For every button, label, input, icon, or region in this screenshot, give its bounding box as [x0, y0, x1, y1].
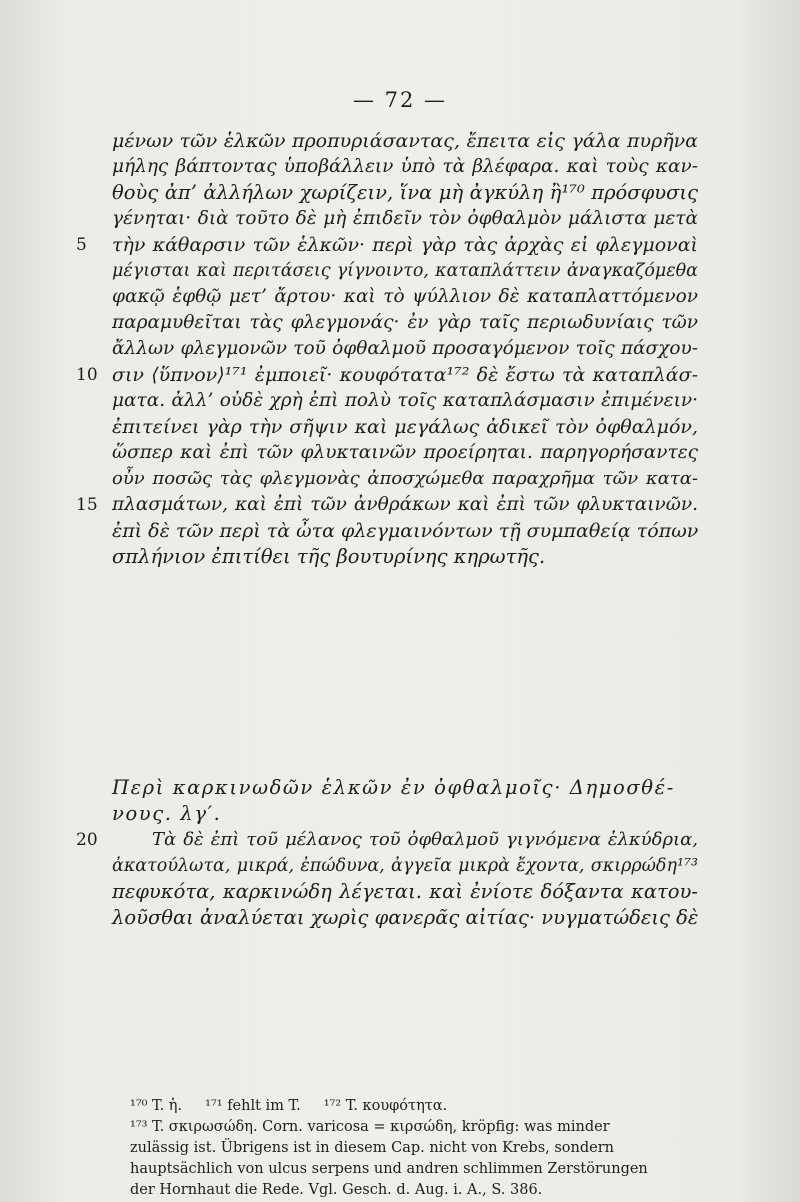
line-text: πλασμάτων, καὶ ἐπὶ τῶν ἀνθράκων καὶ ἐπὶ τῶν φλυκταινῶν. — [112, 494, 698, 515]
text-line — [112, 206, 698, 232]
line-text: θοὺς ἀπ’ ἀλλήλων χωρίζειν, ἵνα μὴ ἀγκύλη ἢ¹⁷⁰ πρόσφυσις — [112, 181, 698, 204]
paragraph-2 — [76, 827, 699, 931]
footnote-line-2: ¹⁷³ T. σκιρωσώδη. Corn. varicosa = κιρσώδη, kröpfig: was minder — [130, 1119, 610, 1135]
line-text: ἄλλων φλεγμονῶν τοῦ ὀφθαλμοῦ προσαγόμενον τοῖς πάσχου- — [112, 338, 698, 359]
text-line — [112, 518, 698, 544]
footnote-line-3: zulässig ist. Übrigens ist in diesem Cap. nicht von Krebs, sondern — [130, 1140, 615, 1156]
line-number: 15 — [76, 495, 98, 515]
text-line — [76, 362, 698, 388]
text-line — [112, 905, 698, 931]
footnotes — [130, 1096, 698, 1201]
line-number: 10 — [76, 365, 98, 385]
line-text: τὴν κάθαρσιν τῶν ἑλκῶν· περὶ γὰρ τὰς ἀρχὰς εἰ φλεγμοναὶ — [112, 234, 698, 256]
line-text: ἐπιτείνει γὰρ τὴν σῆψιν καὶ μεγάλως ἀδικεῖ τὸν ὀφθαλμόν, — [112, 416, 698, 438]
line-text: ματα. ἀλλ’ οὐδὲ χρὴ ἐπὶ πολὺ τοῖς καταπλάσμασιν ἐπιμένειν· — [112, 390, 698, 411]
line-text: παραμυθεῖται τὰς φλεγμονάς· ἐν γὰρ ταῖς περιωδυνίαις τῶν — [112, 312, 698, 333]
line-text: πεφυκότα, καρκινώδη λέγεται. καὶ ἐνίοτε δόξαντα κατου- — [112, 880, 698, 903]
line-text: φακῷ ἑφθῷ μετ’ ἄρτου· καὶ τὸ ψύλλιον δὲ καταπλαττόμενον — [112, 286, 698, 307]
paragraph-1 — [76, 128, 699, 570]
text-line — [76, 827, 698, 853]
chapter-heading-text-2: νους. λγ′. — [112, 802, 222, 825]
text-line — [112, 879, 698, 905]
line-number: 20 — [76, 830, 98, 850]
text-line — [112, 336, 698, 362]
footnote-line-1: ¹⁷⁰ T. ἡ. ¹⁷¹ fehlt im T. ¹⁷² T. κουφότητα. — [130, 1098, 448, 1114]
line-text: ἀκατούλωτα, μικρά, ἐπώδυνα, ἀγγεῖα μικρὰ ἔχοντα, σκιρρώδη¹⁷³ — [112, 856, 698, 876]
line-text: σπλήνιον ἐπιτίθει τῆς βουτυρίνης κηρωτῆς. — [112, 545, 546, 568]
chapter-heading-line-1 — [112, 775, 698, 801]
text-line — [76, 232, 698, 258]
page-number: — 72 — — [352, 88, 448, 112]
text-line — [112, 180, 698, 206]
text-line — [76, 492, 698, 518]
line-text: μέγισται καὶ περιτάσεις γίγνοιντο, καταπλάττειν ἀναγκαζόμεθα — [112, 261, 698, 281]
line-text: σιν ⟨ὕπνον⟩¹⁷¹ ἐμποιεῖ· κουφότατα¹⁷² δὲ ἔστω τὰ καταπλάσ- — [112, 364, 698, 386]
text-line — [112, 853, 698, 879]
text-line — [112, 388, 698, 414]
text-line — [112, 440, 698, 466]
line-text: μένων τῶν ἑλκῶν προπυριάσαντας, ἔπειτα εἰς γάλα πυρῆνα — [112, 130, 698, 152]
text-line — [112, 154, 698, 180]
text-line — [112, 544, 698, 570]
text-line — [112, 414, 698, 440]
text-line — [112, 284, 698, 310]
greek-text-block — [76, 128, 699, 931]
text-line — [112, 128, 698, 154]
line-number: 5 — [76, 235, 87, 255]
text-line — [112, 466, 698, 492]
text-line — [112, 310, 698, 336]
line-text: λοῦσθαι ἀναλύεται χωρὶς φανερᾶς αἰτίας· νυγματώδεις δὲ — [112, 906, 699, 929]
line-text: μήλης βάπτοντας ὑποβάλλειν ὑπὸ τὰ βλέφαρα. καὶ τοὺς καν- — [112, 156, 698, 177]
faded-background-region — [112, 570, 698, 775]
line-text: οὖν ποσῶς τὰς φλεγμονὰς ἀποσχώμεθα παραχρῆμα τῶν κατα- — [112, 468, 698, 489]
line-text: Τὰ δὲ ἐπὶ τοῦ μέλανος τοῦ ὀφθαλμοῦ γιγνόμενα ἑλκύδρια, — [152, 829, 698, 850]
footnote-line-4: hauptsächlich von ulcus serpens und andren schlimmen Zerstörungen — [130, 1161, 648, 1177]
chapter-heading-text-1: Περὶ καρκινωδῶν ἑλκῶν ἐν ὀφθαλμοῖς· Δημοσθέ- — [112, 776, 675, 799]
line-text: γένηται· διὰ τοῦτο δὲ μὴ ἐπιδεῖν τὸν ὀφθαλμὸν μάλιστα μετὰ — [112, 208, 698, 229]
line-text: ὥσπερ καὶ ἐπὶ τῶν φλυκταινῶν προείρηται. παρηγορήσαντες — [112, 442, 698, 463]
footnote-line-5: der Hornhaut die Rede. Vgl. Gesch. d. Aug. i. A., S. 386. — [130, 1182, 543, 1198]
text-line — [112, 258, 698, 284]
line-text: ἐπὶ δὲ τῶν περὶ τὰ ὦτα φλεγμαινόντων τῇ συμπαθείᾳ τόπων — [112, 520, 699, 542]
chapter-heading-line-2 — [112, 801, 698, 827]
